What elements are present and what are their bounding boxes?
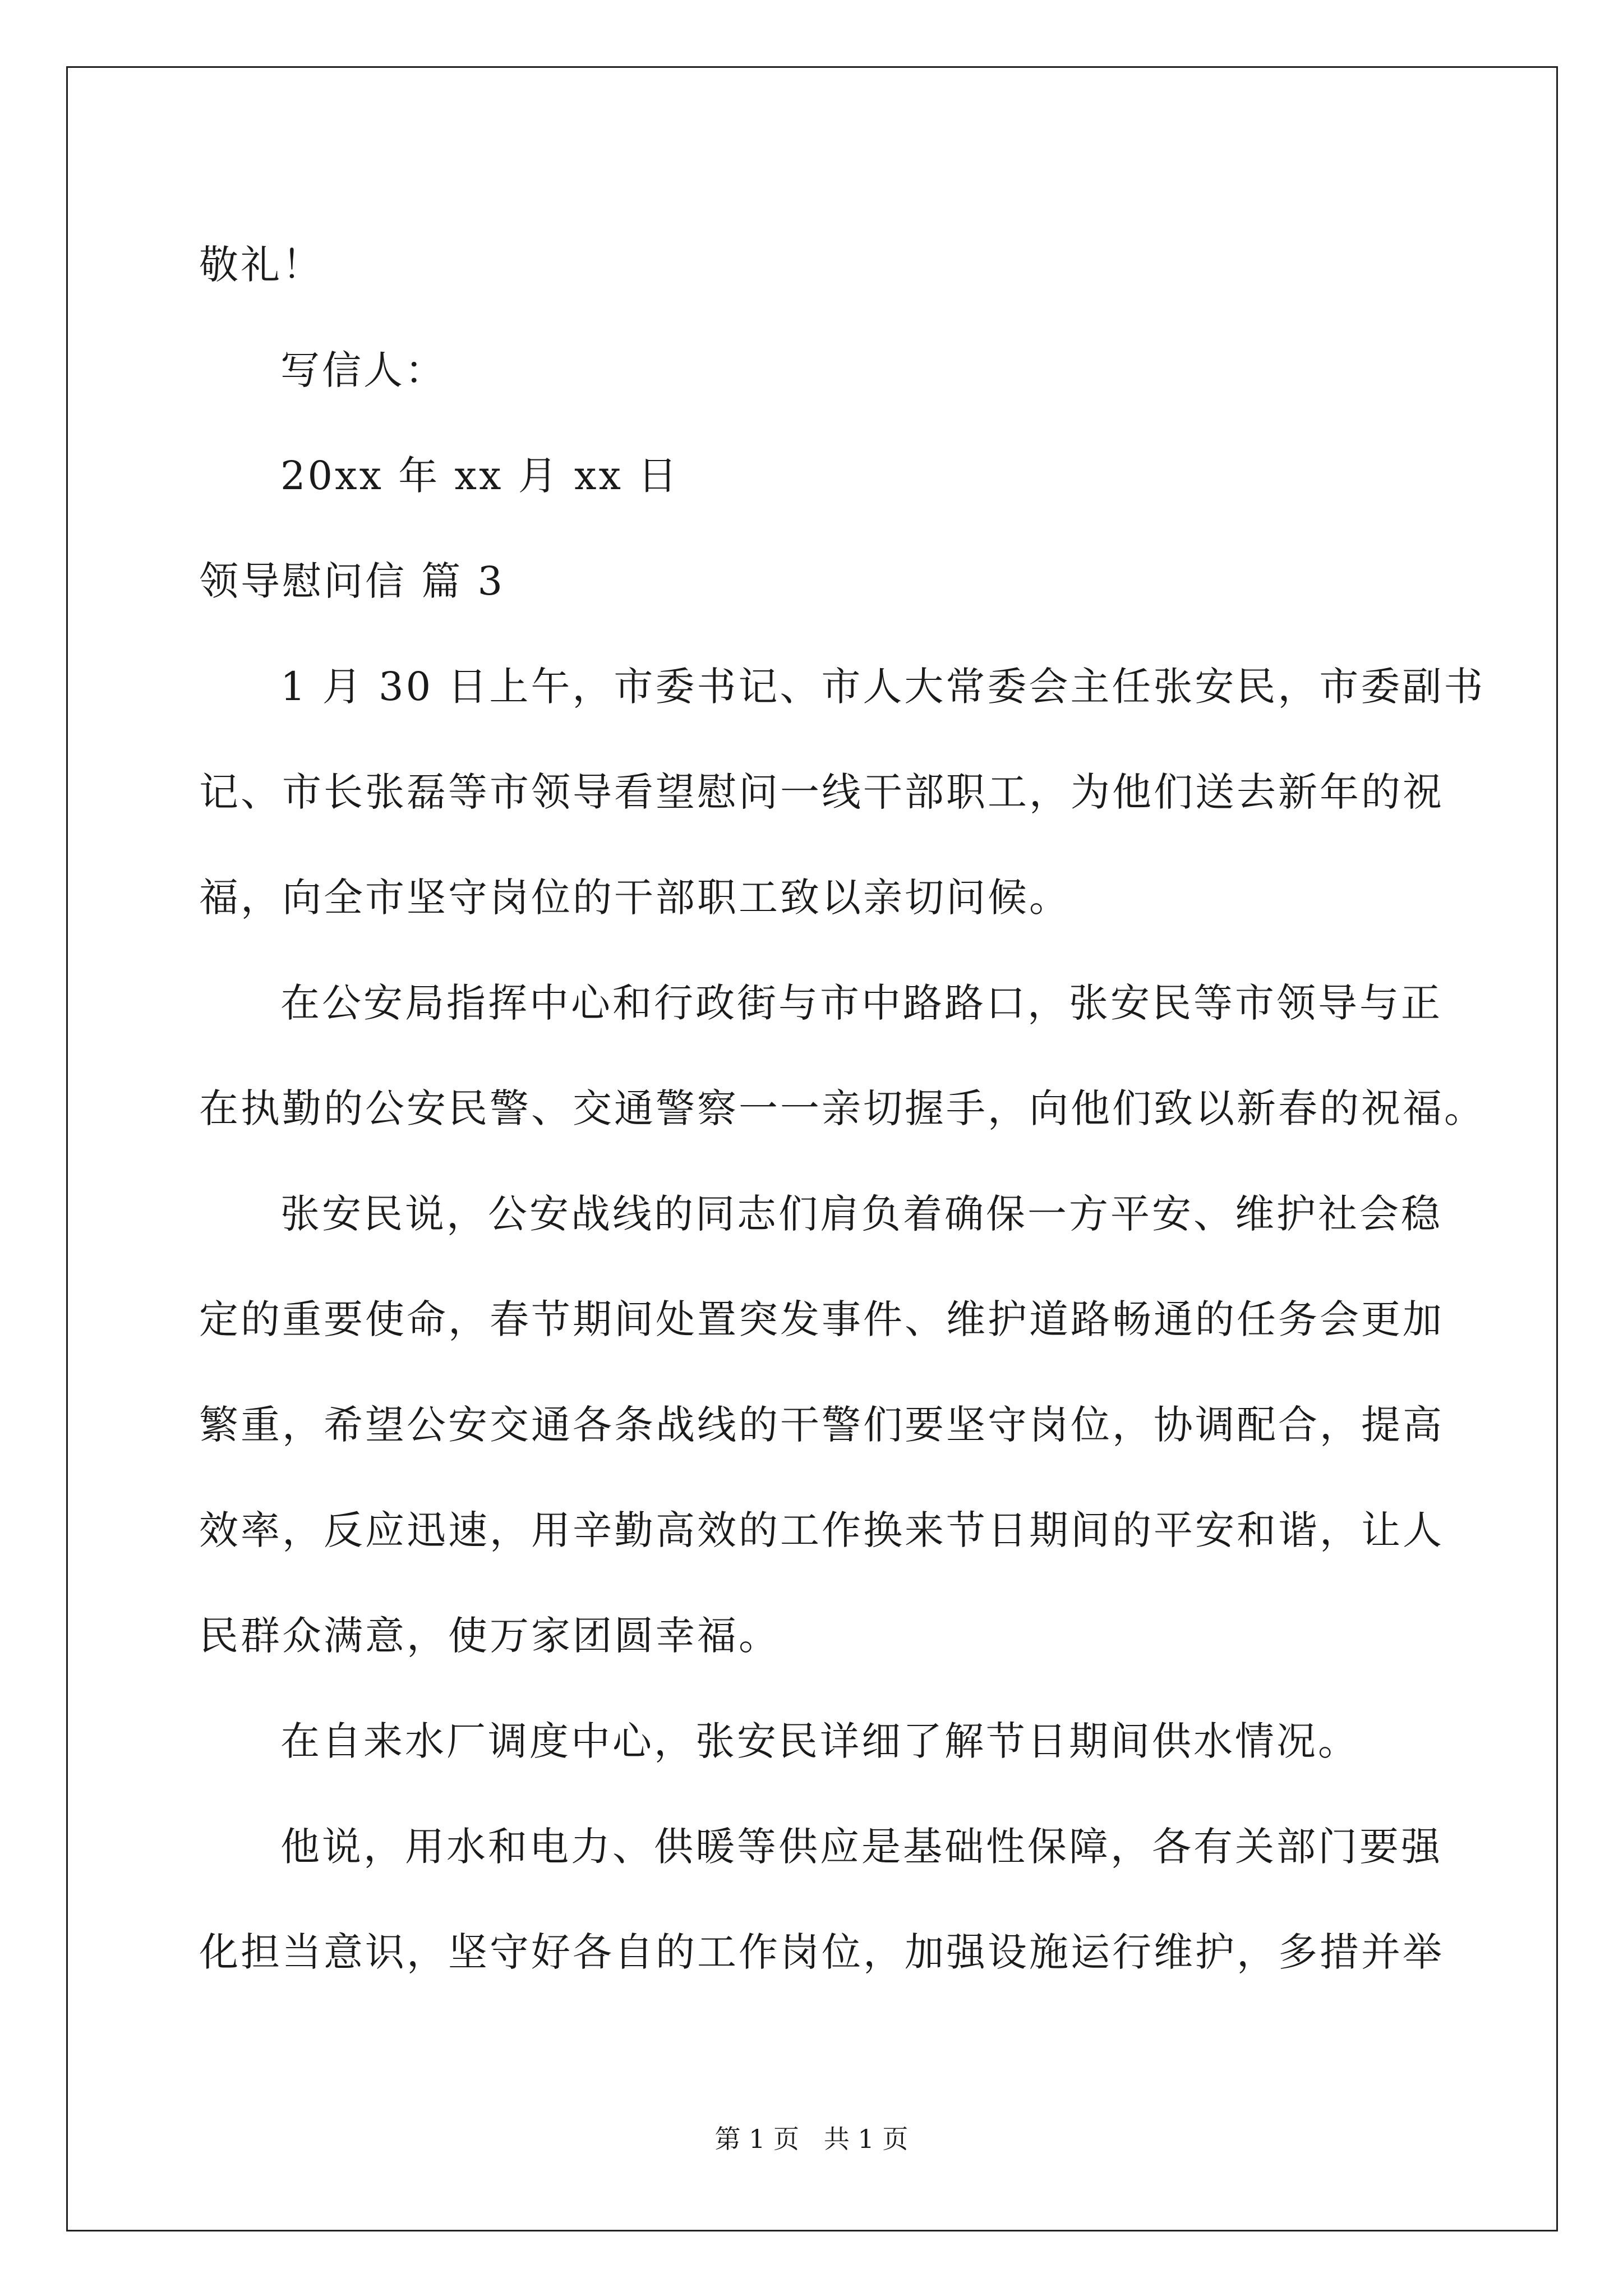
body-line: 记、市长张磊等市领导看望慰问一线干部职工，为他们送去新年的祝: [199, 769, 1444, 815]
section-heading: 领导慰问信 篇 3: [199, 558, 505, 604]
closing-salutation: 敬礼！: [199, 242, 324, 288]
body-line: 化担当意识，坚守好各自的工作岗位，加强设施运行维护，多措并举: [199, 1929, 1444, 1975]
body-line: 在自来水厂调度中心，张安民详细了解节日期间供水情况。: [280, 1718, 1359, 1764]
document-body: [199, 212, 1486, 2005]
body-line: 在公安局指挥中心和行政街与市中路路口，张安民等市领导与正: [280, 980, 1442, 1026]
signature-label: 写信人：: [280, 347, 446, 393]
body-line: 张安民说，公安战线的同志们肩负着确保一方平安、维护社会稳: [280, 1191, 1442, 1237]
body-line: 民群众满意，使万家团圆幸福。: [199, 1613, 780, 1659]
body-line: 在执勤的公安民警、交通警察一一亲切握手，向他们致以新春的祝福。: [199, 1085, 1486, 1131]
body-line: 福，向全市坚守岗位的干部职工致以亲切问候。: [199, 875, 1071, 921]
body-line: 繁重，希望公安交通各条战线的干警们要坚守岗位，协调配合，提高: [199, 1402, 1444, 1448]
body-line: 定的重要使命，春节期间处置突发事件、维护道路畅通的任务会更加: [199, 1296, 1444, 1342]
letter-date: 20xx 年 xx 月 xx 日: [280, 453, 680, 499]
body-line: 他说，用水和电力、供暖等供应是基础性保障，各有关部门要强: [280, 1824, 1442, 1870]
body-line: 效率，反应迅速，用辛勤高效的工作换来节日期间的平安和谐，让人: [199, 1507, 1444, 1553]
page-number-footer: 第 1 页 共 1 页: [714, 2124, 909, 2154]
body-line: 1 月 30 日上午，市委书记、市人大常委会主任张安民，市委副书: [280, 664, 1486, 710]
